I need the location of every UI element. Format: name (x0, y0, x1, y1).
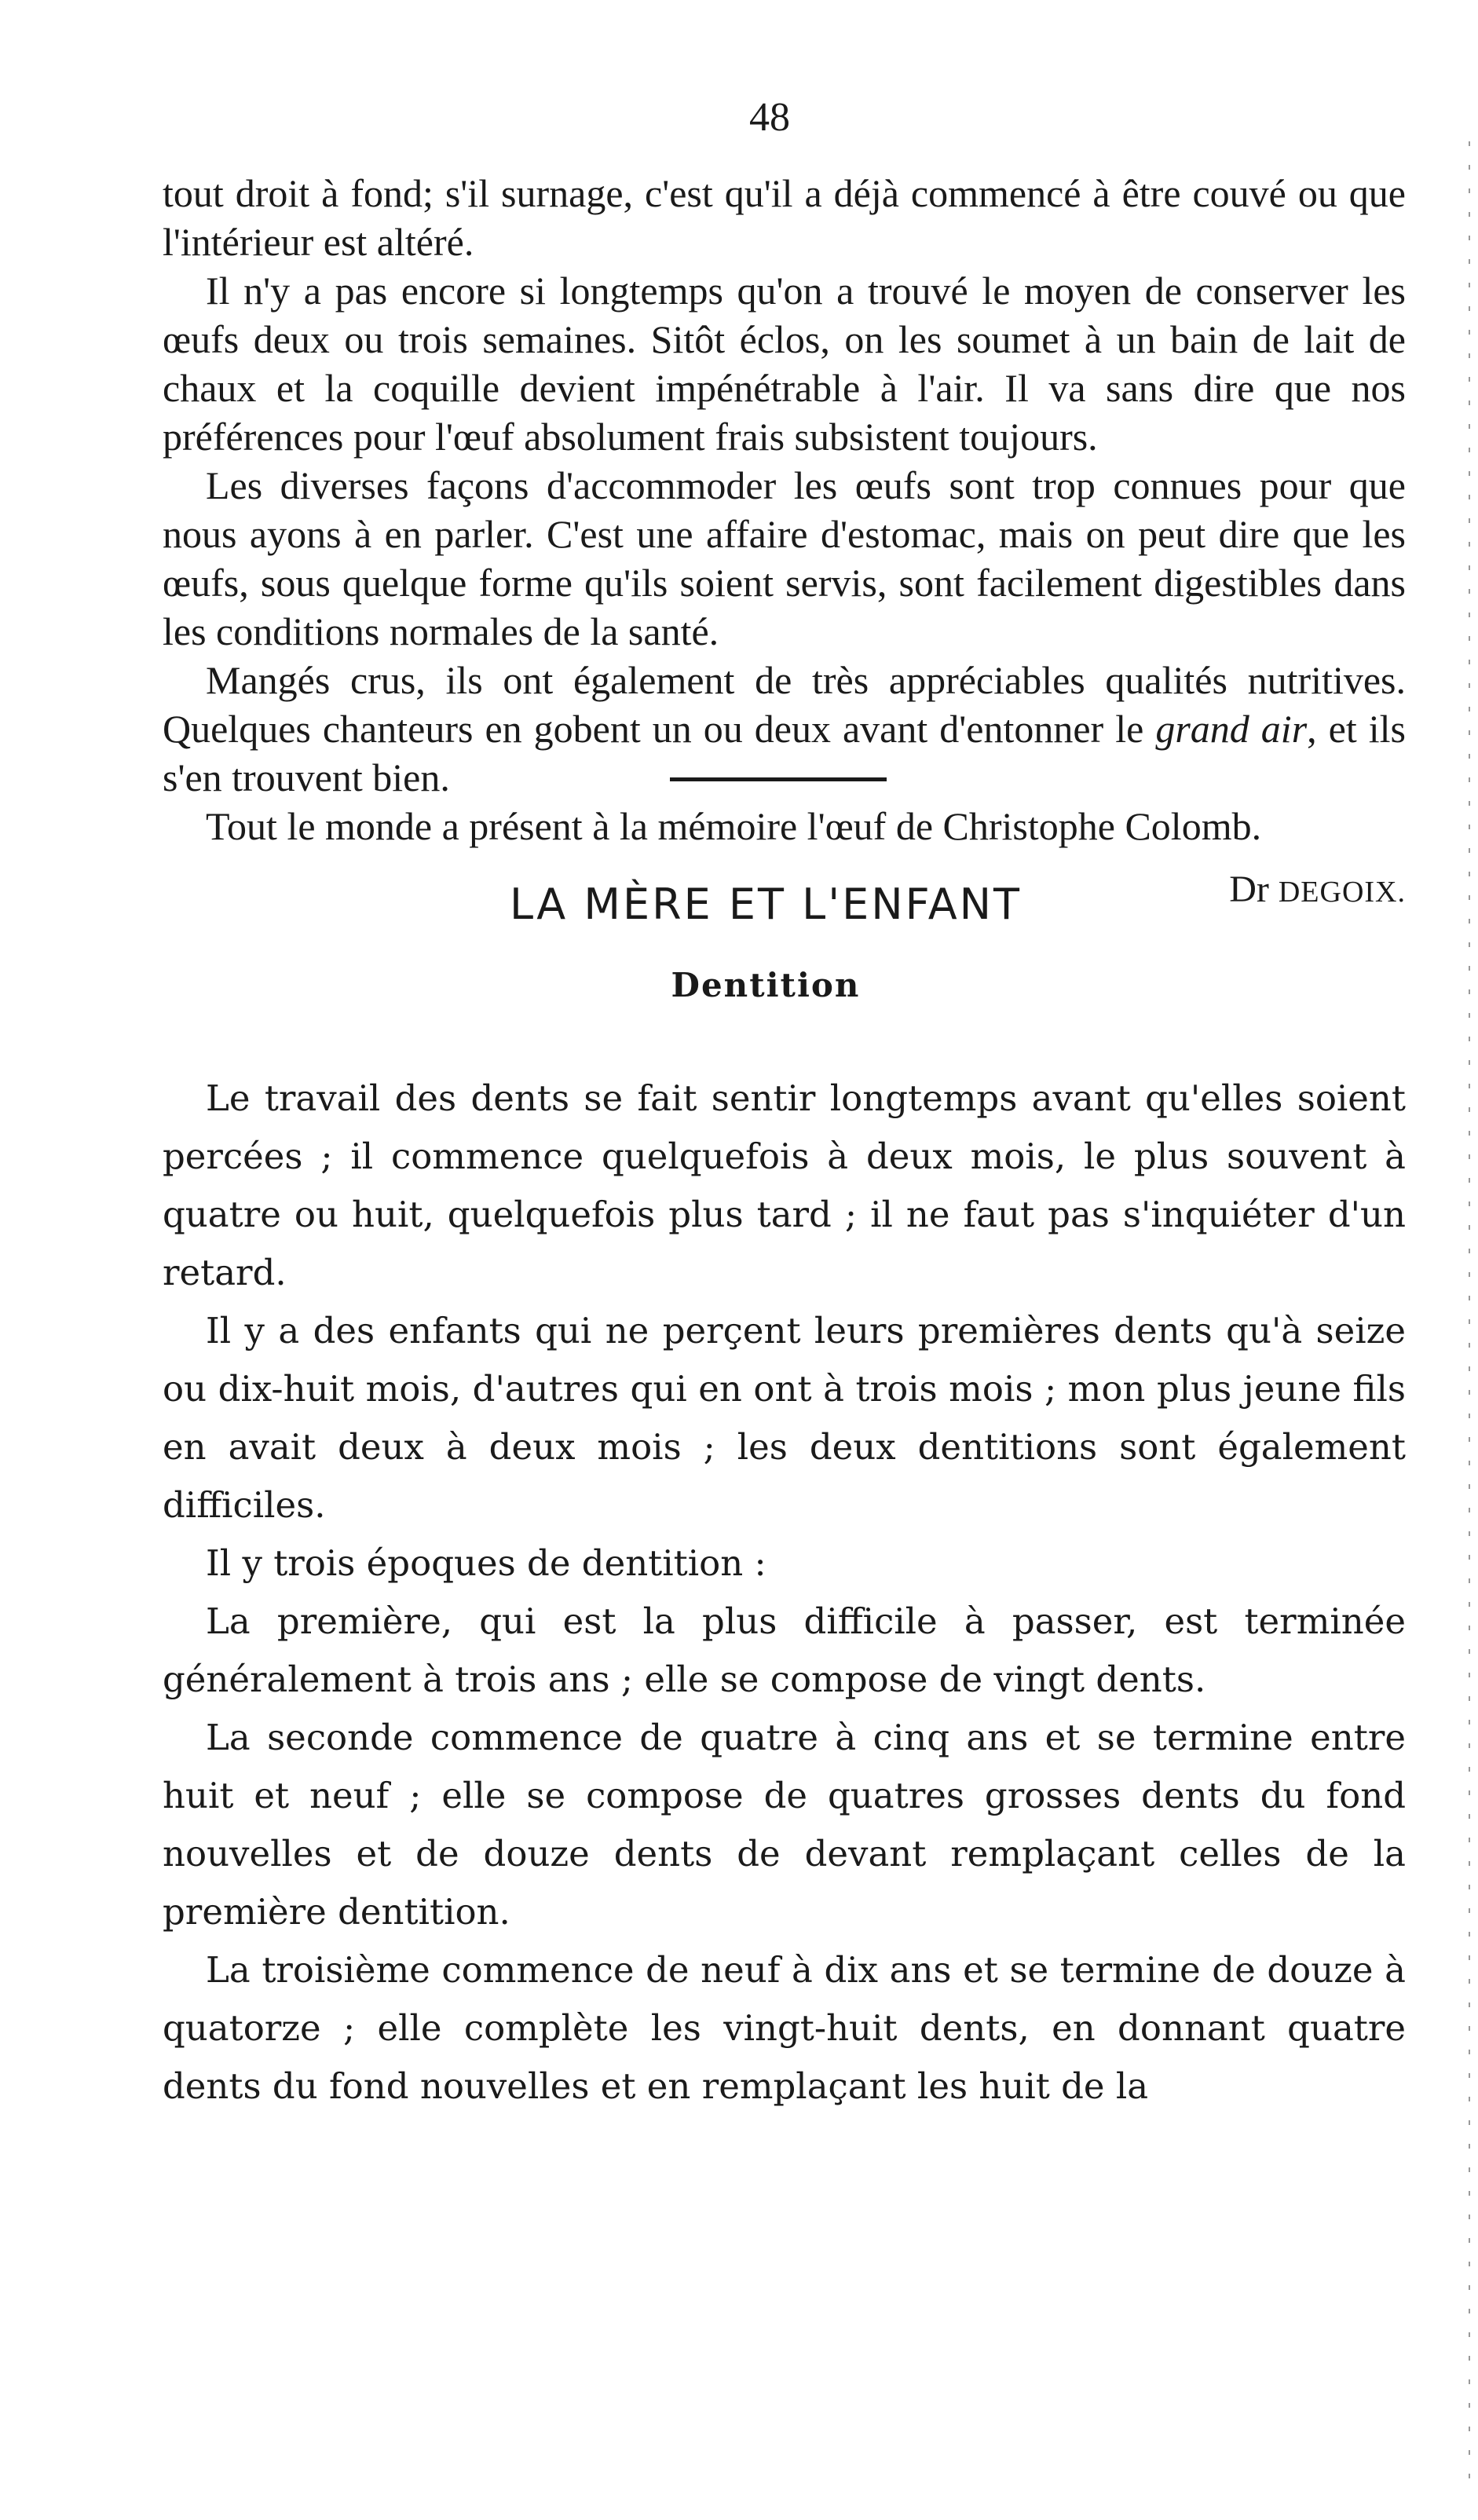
paragraph-dentition-second: La seconde commence de quatre à cinq ans et se termine entre huit et neuf ; elle se compose de quatres grosses dents du fond nouvelles et de douze dents de devant remplaçant celles de la première dentition. (163, 1717, 1406, 1933)
signature-name: DEGOIX. (1278, 876, 1406, 909)
page-number: 48 (749, 95, 790, 140)
page-edge-mark (1469, 141, 1470, 2482)
paragraph-dentition-first: La première, qui est la plus difficile à passer, est terminée généralement à trois ans ; elle se compose de vingt dents. (163, 1600, 1406, 1700)
paragraph-dentition-intro: Le travail des dents se fait sentir longtemps avant qu'elles soient percées ; il commence quelquefois à deux mois, le plus souvent à quatre ou huit, quelquefois plus tard ; il ne faut pas s'inquiéter d'un retard. (163, 1077, 1406, 1293)
paragraph-conservation: Il n'y a pas encore si longtemps qu'on a trouvé le moyen de conserver les œufs deux ou trois semaines. Sitôt éclos, on les soumet à un bain de lait de chaux et la coquille devient impénétrable à l'air. Il va sans dire que nos préférences pour l'œuf absolument frais subsistent toujours. (163, 269, 1406, 459)
section-title: LA MÈRE ET L'ENFANT (509, 880, 1023, 929)
article-eggs (163, 169, 1406, 911)
article-dentition (163, 1070, 1406, 2116)
paragraph-columbus: Tout le monde a présent à la mémoire l'œuf de Christophe Colomb. (206, 804, 1262, 848)
section-divider (670, 777, 887, 781)
paragraph-dentition-epochs: Il y trois époques de dentition : (206, 1542, 766, 1584)
paragraph-preparation: Les diverses façons d'accommoder les œufs sont trop connues pour que nous ayons à en parler. C'est une affaire d'estomac, mais on peut dire que les œufs, sous quelque forme qu'ils soient servis, sont facilement digestibles dans les conditions normales de la santé. (163, 463, 1406, 653)
raw-eggs-italic: grand air (1155, 707, 1308, 751)
signature-prefix: Dr (1229, 869, 1279, 910)
section-subheading: Dentition (671, 966, 861, 1004)
raw-eggs-text-before: Mangés crus, ils ont également de très appréciables qualités nutritives. Quelques chanteurs en gobent un ou deux avant d'entonner le (163, 658, 1406, 751)
paragraph-dentition-third: La troisième commence de neuf à dix ans et se termine de douze à quatorze ; elle complète les vingt-huit dents, en donnant quatre dents du fond nouvelles et en remplaçant les huit de la (163, 1949, 1406, 2107)
paragraph-dentition-age: Il y a des enfants qui ne perçent leurs premières dents qu'à seize ou dix-huit mois, d'autres qui en ont à trois mois ; mon plus jeune fils en avait deux à deux mois ; les deux dentitions sont également difficiles. (163, 1310, 1406, 1526)
paragraph-continuation: tout droit à fond; s'il surnage, c'est qu'il a déjà commencé à être couvé ou que l'intérieur est altéré. (163, 171, 1406, 264)
raw-eggs-text-after: , et ils s'en trouvent bien. (163, 707, 1407, 799)
